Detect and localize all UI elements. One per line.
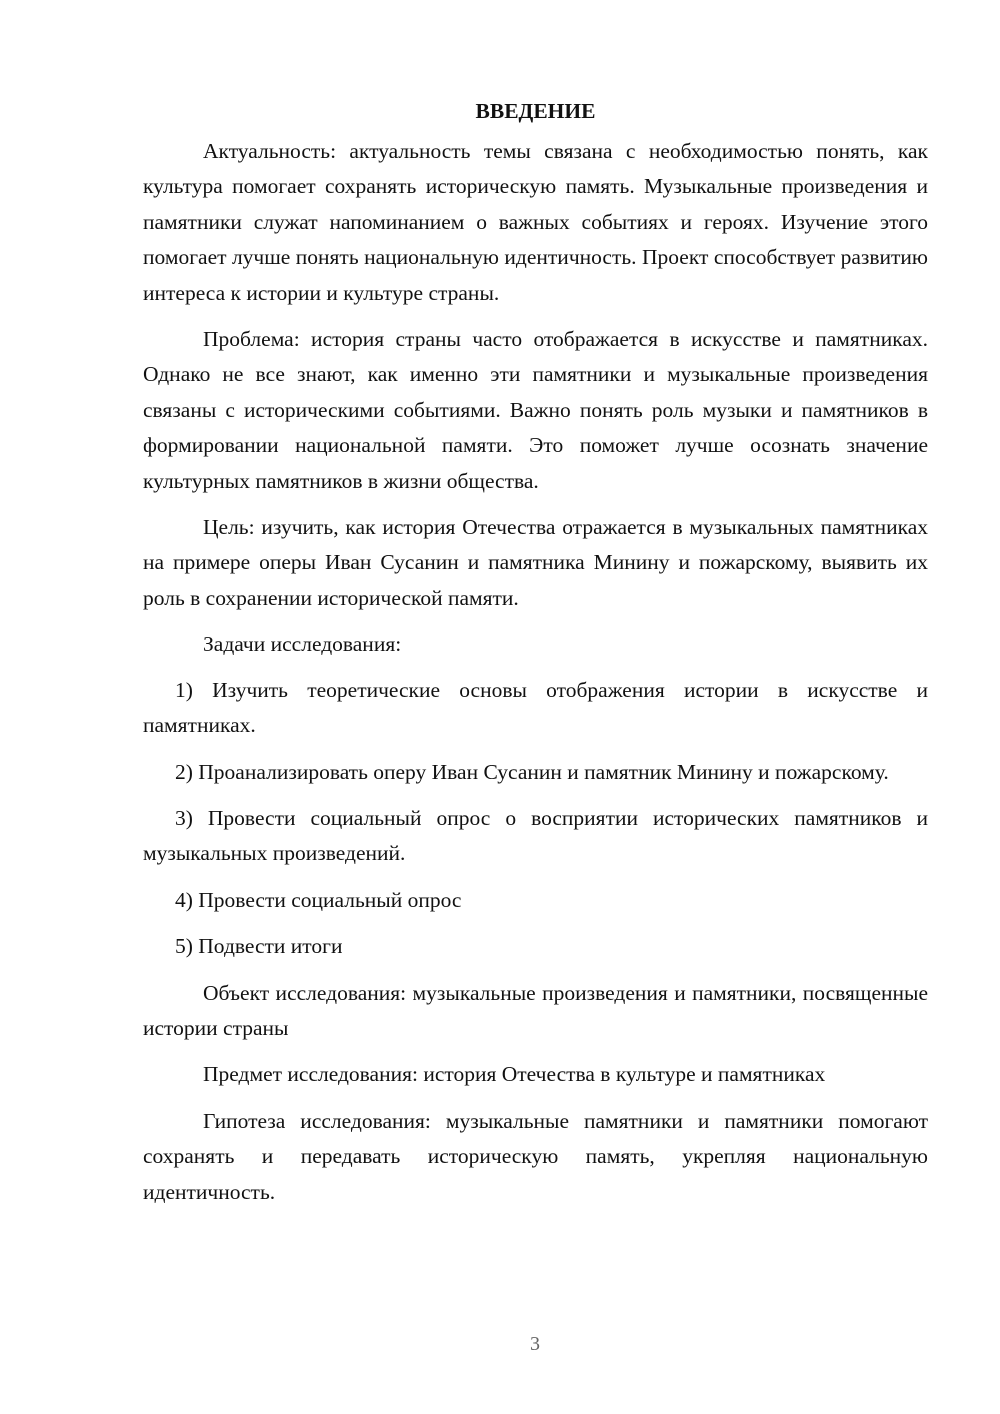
page-title: ВВЕДЕНИЕ (475, 99, 596, 123)
paragraph-object: Объект исследования: музыкальные произведения и памятники, посвященные истории страны (143, 980, 928, 1040)
paragraph-problem: Проблема: история страны часто отображается в искусстве и памятниках. Однако не все знают, как именно эти памятники и музыкальные произведения связаны с историческими событиями. Важно понять роль музыки и памятников в формировании национальной памяти. Это поможет лучше осознать значение культурных памятников в жизни общества. (143, 327, 928, 493)
page-content (143, 93, 928, 1221)
paragraph-goal: Цель: изучить, как история Отечества отражается в музыкальных памятниках на примере оперы Иван Сусанин и памятника Минину и пожарскому, выявить их роль в сохранении исторической памяти. (143, 515, 928, 610)
task-item-3: 3) Провести социальный опрос о восприятии исторических памятников и музыкальных произведений. (143, 805, 928, 866)
task-item-2: 2) Проанализировать оперу Иван Сусанин и памятник Минину и пожарскому. (175, 759, 889, 784)
task-item-4: 4) Провести социальный опрос (175, 887, 462, 912)
paragraph-relevance: Актуальность: актуальность темы связана с необходимостью понять, как культура помогает сохранять историческую память. Музыкальные произведения и памятники служат напоминанием о важных событиях и героях. Изучение этого помогает лучше понять национальную идентичность. Проект способствует развитию интереса к истории и культуре страны. (143, 139, 928, 305)
paragraph-hypothesis: Гипотеза исследования: музыкальные памятники и памятники помогают сохранять и передавать историческую память, укрепляя национальную идентичность. (143, 1108, 928, 1204)
paragraph-subject: Предмет исследования: история Отечества в культуре и памятниках (203, 1062, 826, 1087)
task-item-5: 5) Подвести итоги (175, 934, 343, 959)
page-number: 3 (530, 1333, 540, 1355)
task-item-1: 1) Изучить теоретические основы отображения истории в искусстве и памятниках. (143, 677, 928, 738)
paragraph-tasks-heading: Задачи исследования: (203, 632, 402, 657)
